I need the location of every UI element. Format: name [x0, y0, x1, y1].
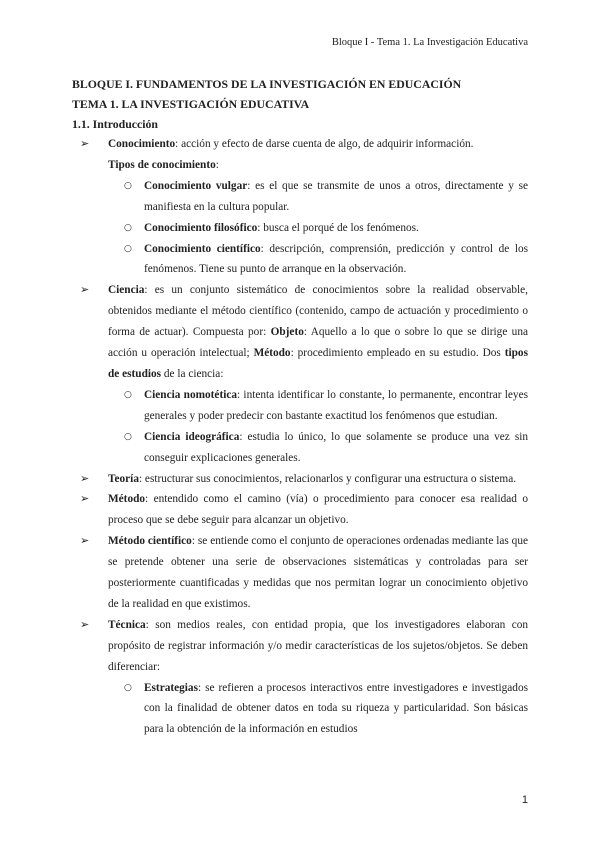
term: Objeto [270, 326, 304, 339]
term: Conocimiento científico [144, 242, 261, 255]
term: Conocimiento [108, 138, 176, 150]
list-item-teoria [72, 469, 528, 490]
running-header: Bloque I - Tema 1. La Investigación Educativa [331, 37, 528, 48]
block-title: BLOQUE I. FUNDAMENTOS DE LA INVESTIGACIÓN EN EDUCACIÓN [72, 77, 462, 91]
sublist-item [72, 218, 528, 239]
definition: : se entiende como el conjunto de operaciones ordenadas mediante las que se pretende obtener una serie de observaciones sistemáticas y controladas para ser posteriormente cuantificadas y medidas que nos permitan lograr un conocimiento objetivo de la realidad en que existimos. [108, 535, 528, 610]
term: Método [108, 493, 146, 506]
circle-bullet-icon: ○ [124, 180, 132, 191]
definition: : intenta identificar lo constante, lo permanente, encontrar leyes generales y poder predecir con bastante exactitud los fenómenos que estudian. [144, 388, 528, 422]
topic-title: TEMA 1. LA INVESTIGACIÓN EDUCATIVA [72, 97, 310, 111]
sublist-item [72, 176, 528, 218]
definition: : acción y efecto de darse cuenta de algo, de adquirir información. [175, 138, 474, 150]
list-item-ciencia: ➢ Ciencia: es un conjunto sistemático de conocimientos sobre la realidad observable, obtenidos mediante el método científico (contenido, campo de actuación y procedimiento o forma de actuar). Compuesta por: Objeto: Aquello a lo que o sobre lo que se dirige una acción u operación intelectual; Método: procedimiento empleado en su estudio. Dos tipos de estudios de la ciencia: [72, 280, 528, 385]
arrow-bullet-icon: ➢ [80, 534, 90, 548]
definition: : es el que se transmite de unos a otros, directamente y se manifiesta en la cultura popular. [144, 179, 528, 213]
list-item-metodo [72, 489, 528, 531]
arrow-bullet-icon: ➢ [80, 617, 90, 631]
arrow-bullet-icon: ➢ [80, 471, 90, 485]
term: Teoría [108, 472, 139, 485]
definition: : se refieren a procesos interactivos entre investigadores e investigados con la finalidad de obtener datos en toda su riqueza y particularidad. Son básicas para la obtención de la información en estudios [144, 681, 528, 736]
term: Método [253, 347, 291, 360]
definition: : busca el porqué de los fenómenos. [257, 221, 419, 234]
section-heading: 1.1. Introducción [72, 117, 158, 131]
list-item-conocimiento: ➢ Conocimiento: acción y efecto de darse cuenta de algo, de adquirir información. Tipos de conocimiento: [72, 134, 528, 176]
arrow-bullet-icon: ➢ [80, 283, 90, 297]
definition: : entendido como el camino (vía) o procedimiento para conocer esa realidad o proceso que se debe seguir para alcanzar un objetivo. [108, 493, 528, 527]
sublist-item [72, 239, 528, 281]
document-body [72, 74, 528, 740]
term: Ciencia [108, 284, 145, 297]
definition: : son medios reales, con entidad propia, que los investigadores elaboran con propósito de registrar información y/o medir características de los sujetos/objetos. Se deben diferenciar: [108, 618, 528, 673]
definition: : descripción, comprensión, predicción y control de los fenómenos. Tiene su punto de arranque en la observación. [144, 242, 529, 276]
term: Conocimiento vulgar [144, 179, 248, 192]
circle-bullet-icon: ○ [124, 431, 132, 442]
definition: : estudia lo único, lo que solamente se produce una vez sin conseguir explicaciones generales. [144, 430, 528, 464]
arrow-bullet-icon: ➢ [80, 137, 90, 150]
circle-bullet-icon: ○ [124, 682, 132, 693]
circle-bullet-icon: ○ [124, 243, 132, 254]
list-item-tecnica [72, 615, 528, 678]
circle-bullet-icon: ○ [124, 389, 132, 400]
arrow-bullet-icon: ➢ [80, 492, 90, 506]
sublist-item [72, 385, 528, 427]
term: Ciencia nomotética [144, 388, 238, 401]
term: Técnica [108, 618, 146, 631]
sublist-item [72, 678, 528, 741]
sublist-item [72, 427, 528, 469]
term: Estrategias [144, 681, 198, 694]
circle-bullet-icon: ○ [124, 222, 132, 233]
term: Ciencia ideográfica [144, 430, 240, 443]
term: tipos de estudios [108, 347, 528, 380]
term: Conocimiento filosófico [144, 221, 258, 234]
definition: : estructurar sus conocimientos, relacionarlos y configurar una estructura o sistema. [138, 472, 517, 485]
list-item-metodo-cientifico [72, 531, 528, 615]
page-number: 1 [521, 794, 528, 806]
term: Método científico [108, 535, 192, 548]
subheading: Tipos de conocimiento [108, 158, 216, 171]
